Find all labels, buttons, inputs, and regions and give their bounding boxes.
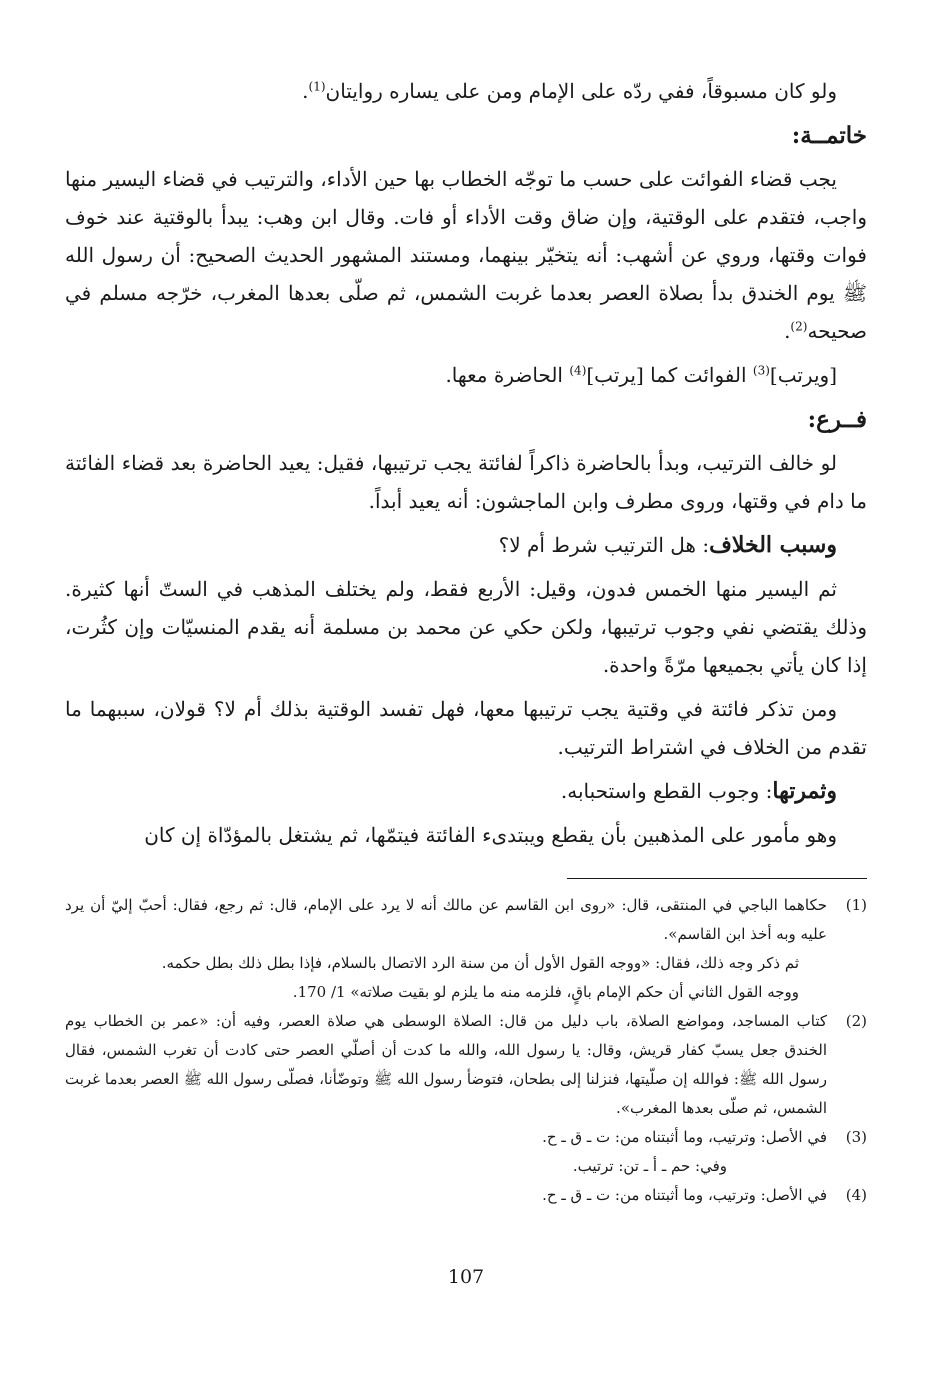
footnote-ref-2: (2) (790, 319, 808, 334)
footnote-ref-1: (1) (308, 79, 326, 94)
footnote-text: حكاهما الباجي في المنتقى، قال: «روى ابن القاسم عن مالك أنه لا يرد على الإمام، قال: ثم رجع، فقال: أحبّ إليّ أن يرد عليه وبه أخذ ابن القاسم». (65, 896, 827, 943)
footnote-number: (1) (845, 896, 867, 914)
footnote-text: في الأصل: وترتيب، وما أثبتناه من: ت ـ ق ـ ح. (542, 1186, 827, 1204)
paragraph-3: [ويرتب]$^{(3)}$ الفوائت كما [يرتب]$^{(4)}$ الحاضرة معها. (445, 363, 837, 387)
footnote-ref-3: (3) (752, 363, 770, 378)
paragraph-6: ثم اليسير منها الخمس فدون، وقيل: الأربع فقط، ولم يختلف المذهب في الستّ أنها كثيرة. وذلك يقتضي نفي وجوب ترتيبها، ولكن حكي عن محمد بن مسلمة أنه يقدم المنسيّات وإن كثُرت، إذا كان يأتي بجميعها مرّةً واحدة. (65, 577, 867, 677)
page-number: 107 (447, 1266, 485, 1288)
paragraph-4: لو خالف الترتيب، وبدأ بالحاضرة ذاكراً لفائتة يجب ترتيبها، فقيل: يعيد الحاضرة بعد قضاء الفائتة ما دام في وقتها، وروى مطرف وابن الماجشون: أنه يعيد أبداً. (65, 451, 867, 513)
footnote-divider (567, 878, 867, 879)
footnote-3 (65, 1123, 867, 1152)
lead-thamratuha: وثمرتها (772, 778, 837, 804)
footnote-text: كتاب المساجد، ومواضع الصلاة، باب دليل من قال: الصلاة الوسطى هي صلاة العصر، وفيه أن: «عمر بن الخطاب يوم الخندق جعل يسبّ كفار قريش، وقال: يا رسول الله، والله ما كدت أن أصلّي العصر حتى كادت أن تغرب الشمس، فقال رسول الله ﷺ: فوالله إن صلّيتها، فنزلنا إلى بطحان، فتوضأ رسول الله ﷺ وتوضّأنا، فصلّى رسول الله ﷺ العصر بعدما غربت الشمس، ثم صلّى بعدها المغرب». (65, 1012, 827, 1117)
paragraph-5: وسبب الخلاف: هل الترتيب شرط أم لا؟ (498, 532, 837, 558)
page-content (65, 72, 867, 1210)
paragraph-1: ولو كان مسبوقاً، ففي ردّه على الإمام ومن على يساره روايتان$^{(1)}$. (302, 79, 837, 103)
footnote-1 (65, 891, 867, 949)
footnote-2 (65, 1007, 867, 1123)
main-text (65, 72, 867, 854)
footnote-1-continuation: ووجه القول الثاني أن حكم الإمام باقٍ، فلزمه منه ما يلزم لو بقيت صلاته» 1/ 170. (292, 983, 799, 1001)
paragraph-9: وهو مأمور على المذهبين بأن يقطع ويبتدىء الفائتة فيتمّها، ثم يشتغل بالمؤدّاة إن كان (144, 823, 837, 847)
footnotes (65, 891, 867, 1210)
paragraph-7: ومن تذكر فائتة في وقتية يجب ترتيبها معها، فهل تفسد الوقتية بذلك أم لا؟ قولان، سببهما ما تقدم من الخلاف في اشتراط الترتيب. (65, 697, 867, 759)
footnote-3-continuation: وفي: حم ـ أ ـ تن: ترتيب. (572, 1157, 727, 1175)
footnote-1-continuation: ثم ذكر وجه ذلك، فقال: «ووجه القول الأول أن من سنة الرد الاتصال بالسلام، فإذا بطل ذلك بطل حكمه. (161, 954, 799, 972)
footnote-number: (2) (845, 1012, 867, 1030)
heading-far: فــرع: (807, 406, 867, 433)
footnote-number: (4) (845, 1186, 867, 1204)
lead-sabab-alkhilaf: وسبب الخلاف (709, 532, 837, 558)
footnote-ref-4: (4) (569, 363, 587, 378)
footnote-4 (65, 1181, 867, 1210)
paragraph-2: يجب قضاء الفوائت على حسب ما توجّه الخطاب بها حين الأداء، والترتيب في قضاء اليسير منها واجب، فتقدم على الوقتية، وإن ضاق وقت الأداء أو فات. وقال ابن وهب: يبدأ بالوقتية عند خوف فوات وقتها، وروي عن أشهب: أنه يتخيّر بينهما، ومستند المشهور الحديث الصحيح: أن رسول الله ﷺ يوم الخندق بدأ بصلاة العصر بعدما غربت الشمس، ثم صلّى بعدها المغرب، خرّجه مسلم في صحيحه$^{(2)}$. (65, 167, 867, 343)
heading-khatima: خاتمــة: (791, 122, 867, 149)
paragraph-8: وثمرتها: وجوب القطع واستحبابه. (560, 778, 837, 804)
footnote-number: (3) (845, 1128, 867, 1146)
footnote-text: في الأصل: وترتيب، وما أثبتناه من: ت ـ ق ـ ح. (542, 1128, 827, 1146)
